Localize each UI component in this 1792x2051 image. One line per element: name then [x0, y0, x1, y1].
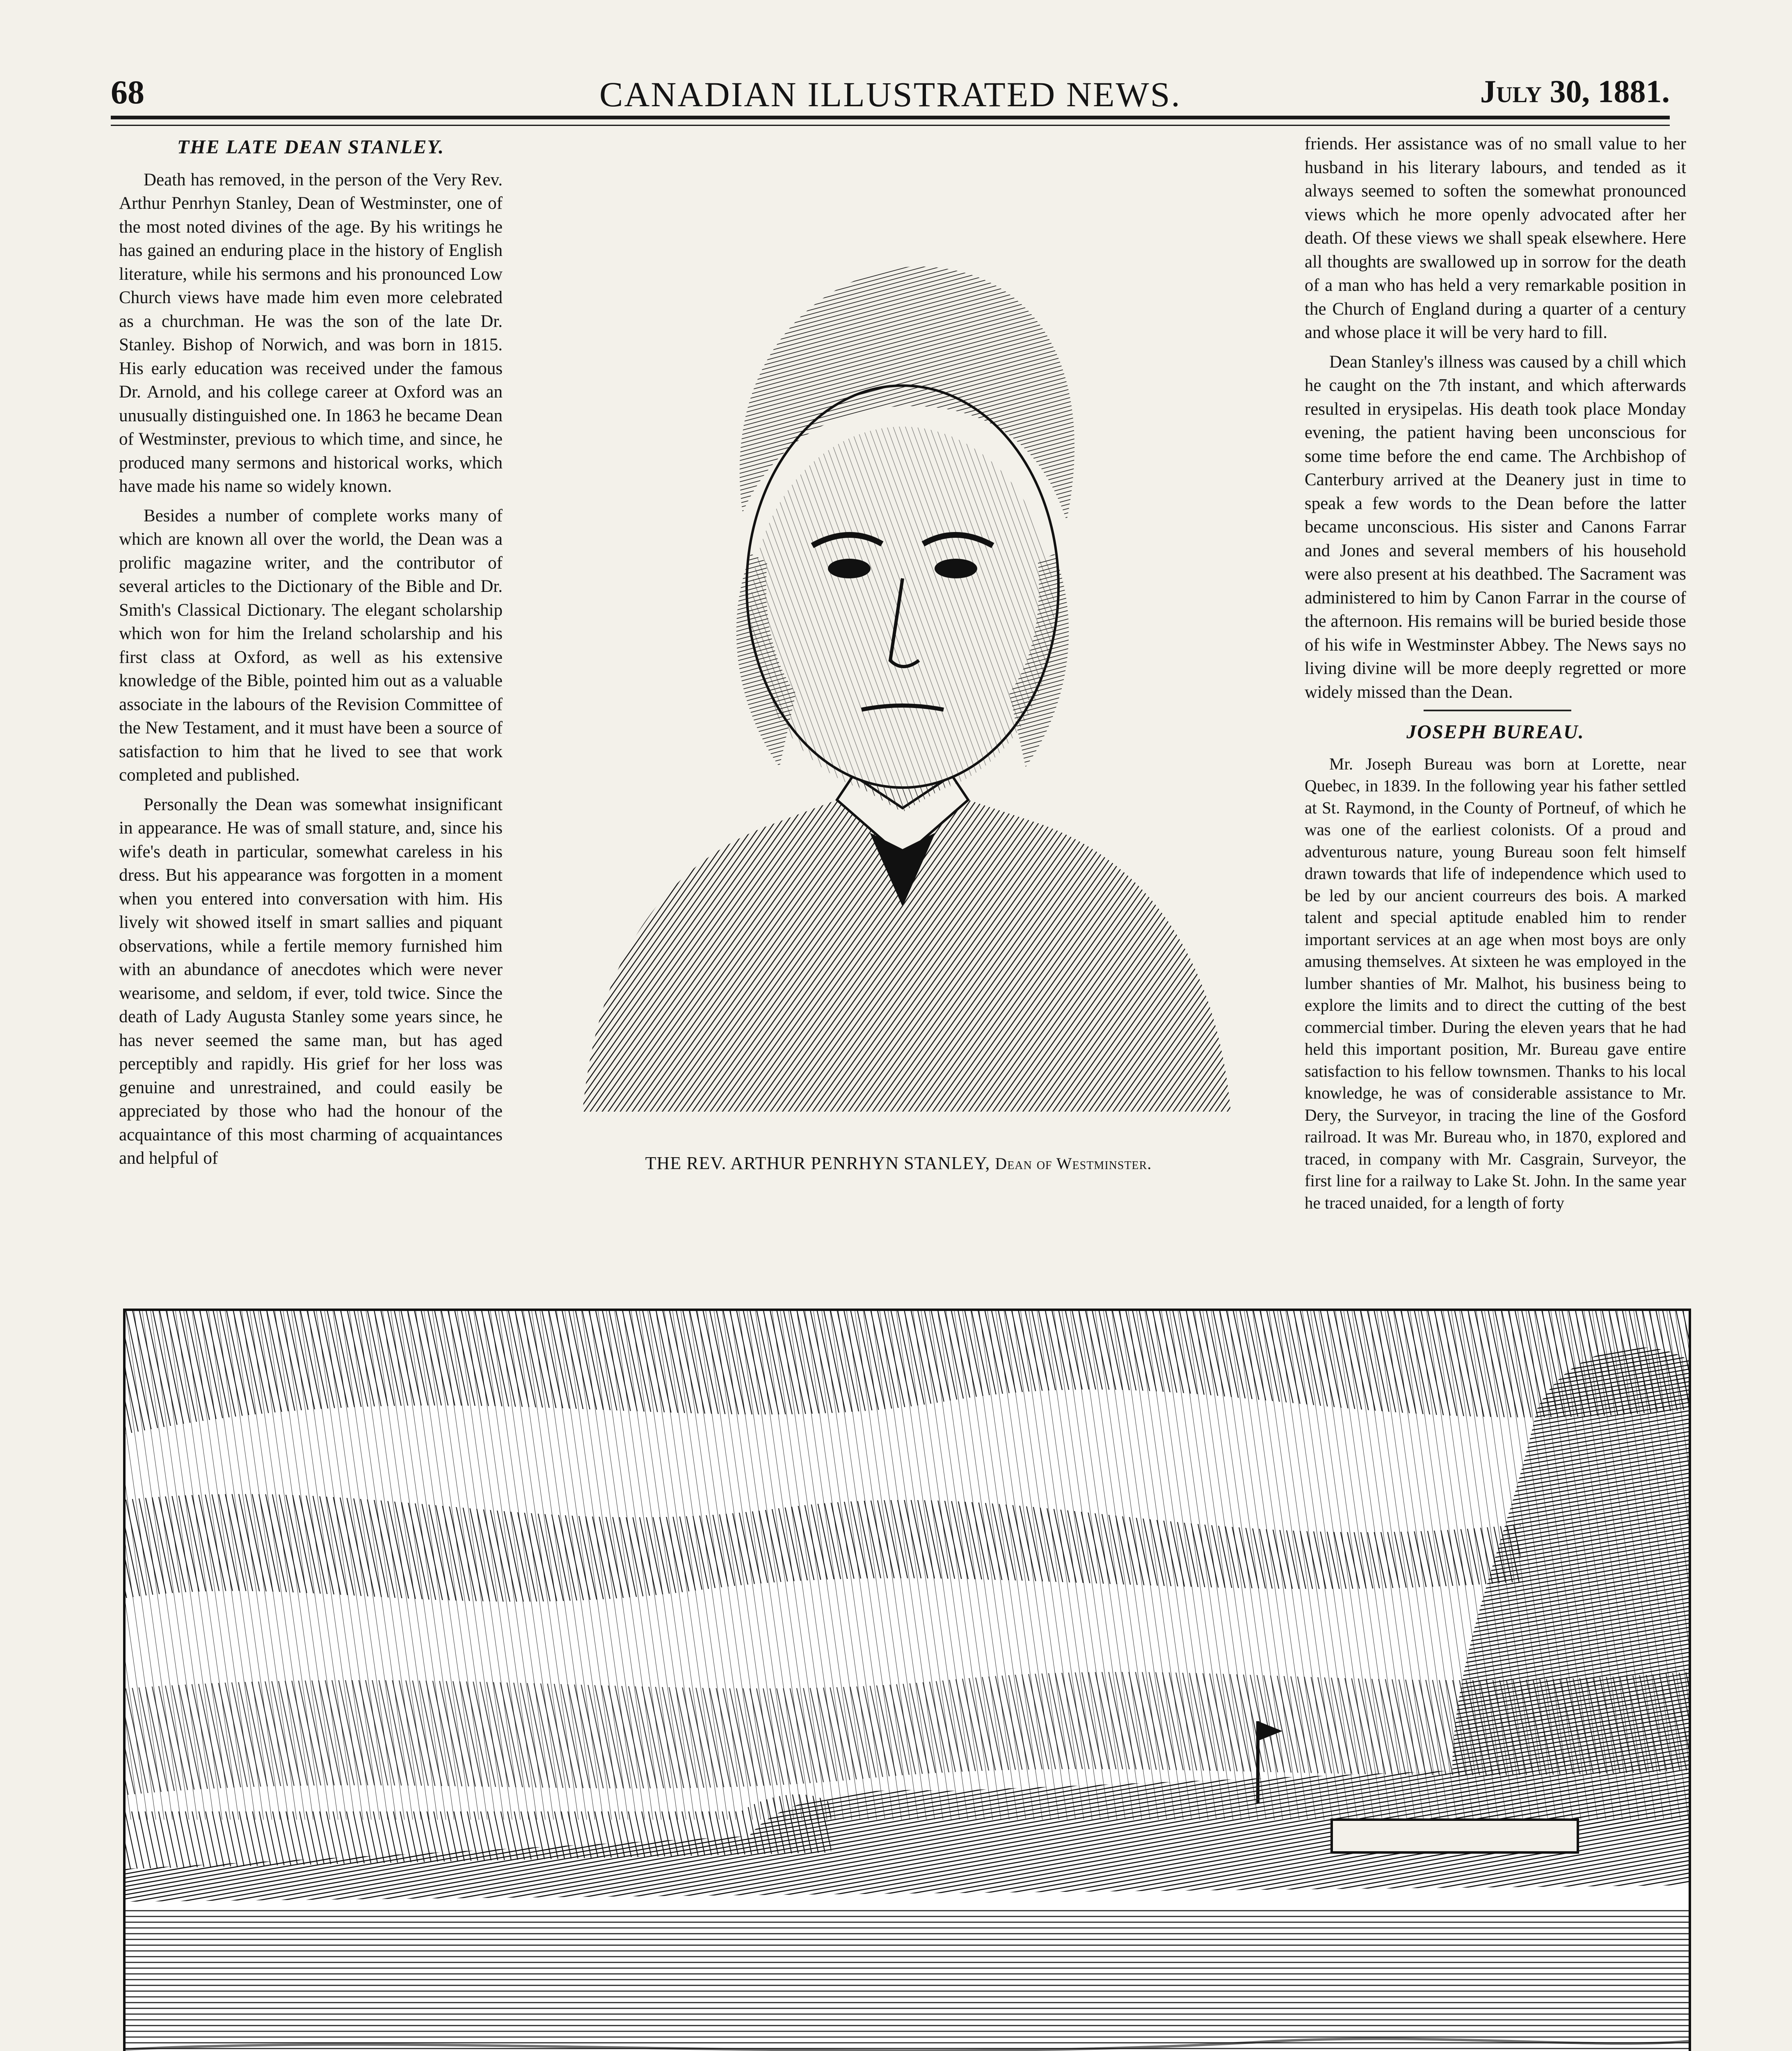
landscape-image	[126, 1311, 1689, 2051]
portrait-caption-sub: Dean of Westminster.	[995, 1154, 1152, 1173]
portrait-caption	[517, 1153, 1280, 1174]
portrait-engraving	[566, 201, 1239, 1116]
masthead	[111, 70, 1670, 123]
issue-date: July 30, 1881.	[1480, 73, 1670, 109]
article-dean-stanley	[119, 132, 503, 1176]
article-right-column	[1305, 132, 1686, 1220]
article-headline-bureau: JOSEPH BUREAU.	[1406, 721, 1584, 743]
article-headline: THE LATE DEAN STANLEY.	[177, 136, 445, 158]
article-continuation: Dean Stanley's illness was caused by a chill which he caught on the 7th instant, and which afterwards resulted in erysipelas. His death took place Monday evening, the patient having been unconscious for some time before the end came. The Archbishop of Canterbury arrived at the Deanery just in time to speak a few words to the Dean before the latter became unconscious. His sister and Canons Farrar and Jones and several members of his household were also present at his deathbed. The Sacrament was administered to him by Canon Farrar in the course of the afternoon. His remains will be buried beside those of his wife in Westminster Abbey. The News says no living divine will be more deeply regretted or more widely missed than the Dean.	[1305, 352, 1686, 702]
article-paragraph: Death has removed, in the person of the Very Rev. Arthur Penrhyn Stanley, Dean of Westminster, one of the most noted divines of the age. By his writings he has gained an enduring place in the history of English literature, while his sermons and his pronounced Low Church views have made him even more celebrated as a churchman. He was the son of the late Dr. Stanley. Bishop of Norwich, and was born in 1815. His early education was received under the famous Dr. Arnold, and his college career at Oxford was an unusually distinguished one. In 1863 he became Dean of Westminster, previous to which time, and since, he produced many sermons and historical works, which have made his name so widely known.	[119, 170, 503, 496]
grand-stand-engraving	[123, 1309, 1691, 2051]
article-continuation: friends. Her assistance was of no small value to her husband in his literary labours, and tended as it always seemed to soften the somewhat pronounced views which he more openly advocated after her death. Of these views we shall speak elsewhere. Here all thoughts are swallowed up in sorrow for the death of a man who has held a very remarkable position in the Church of England during a quarter of a century and whose place it will be very hard to fill.	[1305, 134, 1686, 342]
masthead-rule-thick	[111, 116, 1670, 119]
article-paragraph: Besides a number of complete works many of which are known all over the world, the Dean was a prolific magazine writer, and the contributor of several articles to the Dictionary of the Bible and Dr. Smith's Classical Dictionary. The elegant scholarship which won for him the Ireland scholarship and his first class at Oxford, as well as his extensive knowledge of the Bible, pointed him out as a valuable associate in the labours of the Revision Committee of the New Testament, and it must have been a source of satisfaction to him that he lived to see that work completed and published.	[119, 506, 503, 785]
newspaper-title: CANADIAN ILLUSTRATED NEWS.	[599, 75, 1182, 114]
section-divider	[1424, 710, 1571, 711]
article-paragraph-bureau: Mr. Joseph Bureau was born at Lorette, near Quebec, in 1839. In the following year his father settled at St. Raymond, in the County of Portneuf, of which he was one of the earliest colonists. Of a proud and adventurous nature, young Bureau soon felt himself drawn towards that life of independence which used to be led by our ancient courreurs des bois. A marked talent and special aptitude enabled him to render important services at an age when most boys are only amusing themselves. At sixteen he was employed in the lumber shanties of Mr. Malhot, his business being to explore the limits and to direct the cutting of the best commercial timber. During the eleven years that he had held this important position, Mr. Bureau gave entire satisfaction to his fellow townsmen. Thanks to his local knowledge, he was of considerable assistance to Mr. Dery, the Surveyor, in tracing the line of the Gosford railroad. It was Mr. Bureau who, in 1870, explored and traced, in company with Mr. Casgrain, Surveyor, the first line for a railway to Lake St. John. In the same year he traced unaided, for a length of forty	[1305, 754, 1686, 1212]
article-paragraph: Personally the Dean was somewhat insignificant in appearance. He was of small stature, and, since his wife's death in particular, somewhat careless in his dress. But his appearance was forgotten in a moment when you entered into conversation with him. His lively wit showed itself in smart sallies and piquant observations, while a fertile memory furnished him with an abundance of anecdotes which were never wearisome, and seldom, if ever, told twice. Since the death of Lady Augusta Stanley some years since, he has never seemed the same man, but has aged perceptibly and rapidly. His grief for her loss was genuine and unrestrained, and could easily be appreciated by those who had the honour of the acquaintance of this most charming of acquaintances and helpful of	[119, 795, 503, 1168]
masthead-rule-thin	[111, 125, 1670, 126]
page-number: 68	[111, 73, 144, 111]
portrait-image	[566, 201, 1239, 1116]
portrait-caption-main: THE REV. ARTHUR PENRHYN STANLEY,	[645, 1153, 995, 1173]
